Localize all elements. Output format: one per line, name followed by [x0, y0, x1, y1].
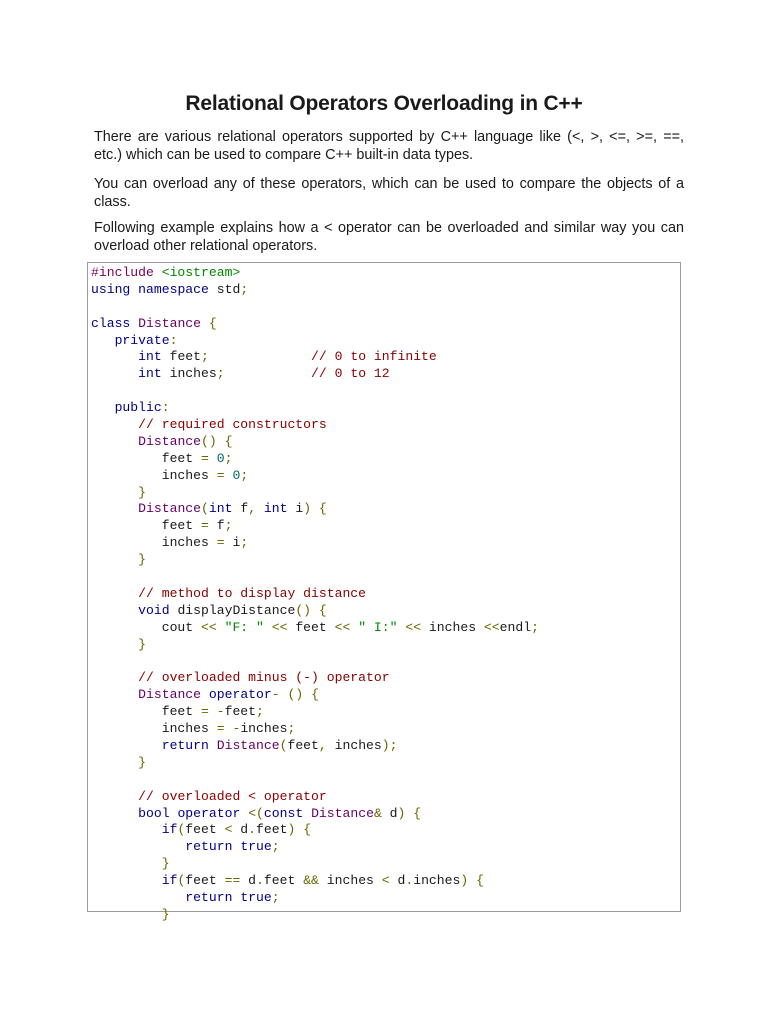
code-token: displayDistance: [169, 602, 296, 618]
code-token: <<: [483, 619, 500, 635]
code-token: [91, 434, 138, 449]
code-token: <: [381, 873, 390, 889]
intro-paragraph: There are various relational operators supported by C++ language like (<, >, <=, >=, ==, etc.) which can be used to compare C++ built-in data types.: [94, 129, 684, 163]
code-token: i: [224, 535, 241, 551]
code-line: [91, 468, 539, 485]
code-token: inches: [318, 873, 382, 889]
code-line: [91, 704, 539, 721]
code-token: ;: [240, 535, 249, 551]
code-token: // method to display distance: [138, 585, 367, 601]
code-token: <<: [334, 619, 351, 635]
code-token: =: [201, 518, 209, 534]
code-token: <<: [201, 619, 217, 635]
code-token: <: [224, 822, 233, 838]
code-token: d: [240, 873, 257, 889]
code-line: [91, 873, 539, 890]
code-token: 0: [216, 450, 225, 466]
code-line: [91, 552, 539, 569]
code-token: [91, 755, 138, 770]
code-line: [91, 637, 539, 654]
code-line: [91, 383, 539, 400]
code-token: [91, 839, 185, 854]
code-token: }: [138, 552, 147, 568]
code-token: public: [114, 400, 162, 416]
code-token: [256, 501, 264, 516]
code-token: inches: [240, 721, 288, 737]
code-token: #include: [91, 265, 162, 280]
page-title: Relational Operators Overloading in C++: [185, 92, 583, 115]
code-token: Distance: [216, 737, 280, 753]
code-token: f: [208, 518, 225, 534]
code-token: inches: [326, 737, 382, 753]
code-line: [91, 518, 539, 535]
code-token: endl: [499, 619, 532, 635]
code-token: {: [476, 873, 484, 889]
code-token: [91, 890, 185, 905]
code-token: " I:": [358, 619, 398, 635]
code-token: 0: [232, 467, 241, 483]
code-line: [91, 366, 539, 383]
code-token: [91, 485, 138, 500]
code-token: {: [208, 315, 217, 331]
code-token: return: [185, 889, 233, 905]
code-line: [91, 603, 539, 620]
code-line: [91, 806, 539, 823]
code-token: [91, 400, 115, 415]
code-token: inches: [91, 721, 217, 737]
code-token: (: [279, 737, 288, 753]
code-token: ;: [256, 704, 264, 720]
code-token: [209, 704, 217, 719]
code-token: [201, 316, 209, 331]
code-token: Distance: [311, 805, 374, 821]
code-line: [91, 586, 539, 603]
code-line: [91, 485, 539, 502]
code-token: cout: [91, 619, 202, 635]
code-token: [209, 738, 217, 753]
code-token: <iostream>: [161, 265, 241, 280]
code-token: &: [373, 805, 382, 821]
code-token: // overloaded < operator: [138, 788, 327, 804]
code-token: );: [381, 737, 398, 753]
code-token: .: [256, 873, 264, 889]
code-line: [91, 890, 539, 907]
code-token: :: [161, 400, 170, 416]
code-token: [91, 856, 162, 871]
code-token: if: [161, 822, 178, 838]
code-token: [91, 873, 162, 888]
code-line: [91, 299, 539, 316]
code-line: [91, 451, 539, 468]
code-line: [91, 333, 539, 350]
code-token: .: [248, 822, 257, 838]
code-token: inches: [161, 366, 217, 382]
code-token: int: [138, 349, 162, 365]
code-token: Distance: [138, 501, 202, 517]
code-line: [91, 501, 539, 518]
code-token: [311, 603, 319, 618]
code-token: [91, 670, 138, 685]
code-token: "F: ": [224, 619, 264, 635]
code-token: return: [185, 839, 233, 855]
code-token: [130, 316, 138, 331]
code-line: [91, 822, 539, 839]
code-token: int: [208, 501, 233, 517]
code-token: [91, 687, 138, 702]
code-line: [91, 316, 539, 333]
code-token: const: [263, 805, 304, 821]
code-token: -: [271, 687, 280, 703]
code-token: [217, 434, 225, 449]
code-token: feet: [287, 619, 335, 635]
code-token: feet: [91, 518, 202, 534]
code-token: ;: [531, 619, 539, 635]
code-token: (): [295, 602, 312, 618]
code-token: [225, 366, 311, 381]
code-token: (): [287, 687, 304, 703]
code-token: if: [161, 873, 178, 889]
code-token: inches: [91, 535, 217, 551]
code-line: [91, 839, 539, 856]
code-token: d: [381, 805, 398, 821]
code-token: feet: [185, 873, 225, 889]
code-token: -: [216, 704, 225, 720]
code-token: (: [177, 873, 186, 889]
code-token: ;: [216, 366, 225, 382]
code-line: [91, 755, 539, 772]
code-token: namespace: [138, 281, 209, 297]
code-token: [91, 349, 138, 364]
code-token: [303, 806, 311, 821]
code-token: inches: [413, 873, 461, 889]
code-token: }: [161, 906, 170, 922]
code-token: int: [138, 366, 162, 382]
code-token: true: [240, 839, 272, 855]
example-paragraph: Following example explains how a < operator can be overloaded and similar way you can overload other relational operators.: [94, 220, 684, 254]
code-token: [91, 366, 138, 381]
code-token: [303, 687, 311, 702]
code-token: feet: [91, 704, 202, 720]
code-token: }: [138, 636, 147, 652]
code-token: ;: [271, 889, 280, 905]
code-token: [240, 806, 248, 821]
code-line: [91, 620, 539, 637]
code-token: Distance: [138, 433, 202, 449]
code-token: [209, 349, 311, 364]
code-line: [91, 265, 539, 282]
code-token: {: [413, 805, 422, 821]
code-token: ): [303, 501, 312, 517]
code-token: [91, 333, 115, 348]
code-token: ;: [201, 349, 209, 365]
code-token: feet: [185, 822, 225, 838]
code-listing: [91, 265, 539, 924]
code-token: feet: [224, 704, 257, 720]
code-line: [91, 789, 539, 806]
code-line: [91, 856, 539, 873]
code-token: <<: [405, 619, 422, 635]
code-token: {: [224, 433, 233, 449]
code-token: (): [201, 433, 217, 449]
code-line: [91, 670, 539, 687]
code-token: [468, 873, 476, 888]
code-token: feet: [161, 349, 202, 365]
code-token: =: [216, 467, 225, 483]
code-token: {: [318, 602, 327, 618]
code-line: [91, 349, 539, 366]
code-line: [91, 282, 539, 299]
code-line: [91, 907, 539, 924]
code-line: [91, 400, 539, 417]
code-token: ;: [240, 281, 249, 297]
code-token: :: [169, 332, 178, 348]
code-token: feet: [263, 873, 304, 889]
code-token: ;: [224, 518, 233, 534]
code-token: // 0 to infinite: [311, 349, 437, 365]
code-token: bool: [138, 805, 170, 821]
code-token: [91, 738, 162, 753]
code-token: ): [397, 805, 406, 821]
code-token: [91, 806, 138, 821]
code-line: [91, 569, 539, 586]
code-token: [217, 620, 225, 635]
code-token: class: [91, 315, 131, 331]
code-token: feet: [287, 737, 319, 753]
code-token: feet: [91, 450, 202, 466]
code-token: std: [208, 281, 241, 297]
code-line: [91, 653, 539, 670]
code-token: operator: [208, 687, 272, 703]
code-token: [295, 822, 303, 837]
code-token: [91, 637, 138, 652]
code-token: ;: [271, 839, 280, 855]
code-token: [130, 282, 138, 297]
code-token: =: [216, 721, 225, 737]
code-token: d: [232, 822, 249, 838]
code-token: [264, 620, 272, 635]
code-token: ): [287, 822, 296, 838]
code-block: [87, 262, 681, 922]
code-token: .: [405, 873, 414, 889]
code-token: feet: [256, 822, 288, 838]
code-token: void: [138, 602, 170, 618]
code-token: inches: [421, 619, 484, 635]
code-token: ,: [318, 737, 327, 753]
code-line: [91, 434, 539, 451]
code-token: ): [460, 873, 469, 889]
code-token: Distance: [138, 315, 202, 331]
code-token: =: [216, 535, 225, 551]
code-token: Distance: [138, 687, 202, 703]
code-token: // 0 to 12: [311, 366, 390, 382]
code-token: (: [201, 501, 209, 517]
code-token: ;: [224, 450, 233, 466]
code-token: (: [177, 822, 186, 838]
code-token: // required constructors: [138, 417, 327, 433]
code-token: {: [303, 822, 312, 838]
code-token: int: [263, 501, 288, 517]
code-token: {: [311, 687, 319, 703]
code-token: private: [114, 332, 170, 348]
code-token: d: [389, 873, 406, 889]
code-token: f: [232, 501, 249, 517]
code-token: }: [161, 856, 170, 872]
code-token: [91, 907, 162, 922]
code-token: ,: [248, 501, 257, 517]
code-token: [91, 789, 138, 804]
code-token: }: [138, 754, 147, 770]
code-line: [91, 738, 539, 755]
code-token: [91, 586, 138, 601]
code-token: ==: [224, 873, 241, 889]
code-token: ;: [287, 721, 296, 737]
code-token: [91, 822, 162, 837]
overload-paragraph: You can overload any of these operators, which can be used to compare the objects of a class.: [94, 176, 684, 210]
code-token: [201, 687, 209, 702]
code-line: [91, 687, 539, 704]
code-token: i: [287, 501, 304, 517]
code-token: &&: [303, 873, 319, 889]
code-token: using: [91, 281, 131, 297]
code-token: <(: [248, 805, 264, 821]
code-token: [91, 417, 138, 432]
code-token: -: [232, 721, 241, 737]
code-token: ;: [240, 467, 249, 483]
code-token: inches: [91, 467, 217, 483]
code-token: =: [201, 450, 209, 466]
code-token: {: [318, 501, 327, 517]
code-token: [91, 552, 138, 567]
code-token: [209, 451, 217, 466]
code-token: operator: [177, 805, 241, 821]
code-line: [91, 417, 539, 434]
code-token: }: [138, 484, 147, 500]
code-token: [311, 501, 319, 516]
code-line: [91, 772, 539, 789]
code-token: return: [161, 737, 209, 753]
code-token: [91, 603, 138, 618]
code-token: [91, 501, 138, 516]
code-token: // overloaded minus (-) operator: [138, 670, 390, 686]
code-token: <<: [271, 619, 288, 635]
code-line: [91, 721, 539, 738]
code-token: =: [201, 704, 209, 720]
code-line: [91, 535, 539, 552]
code-token: true: [240, 889, 272, 905]
